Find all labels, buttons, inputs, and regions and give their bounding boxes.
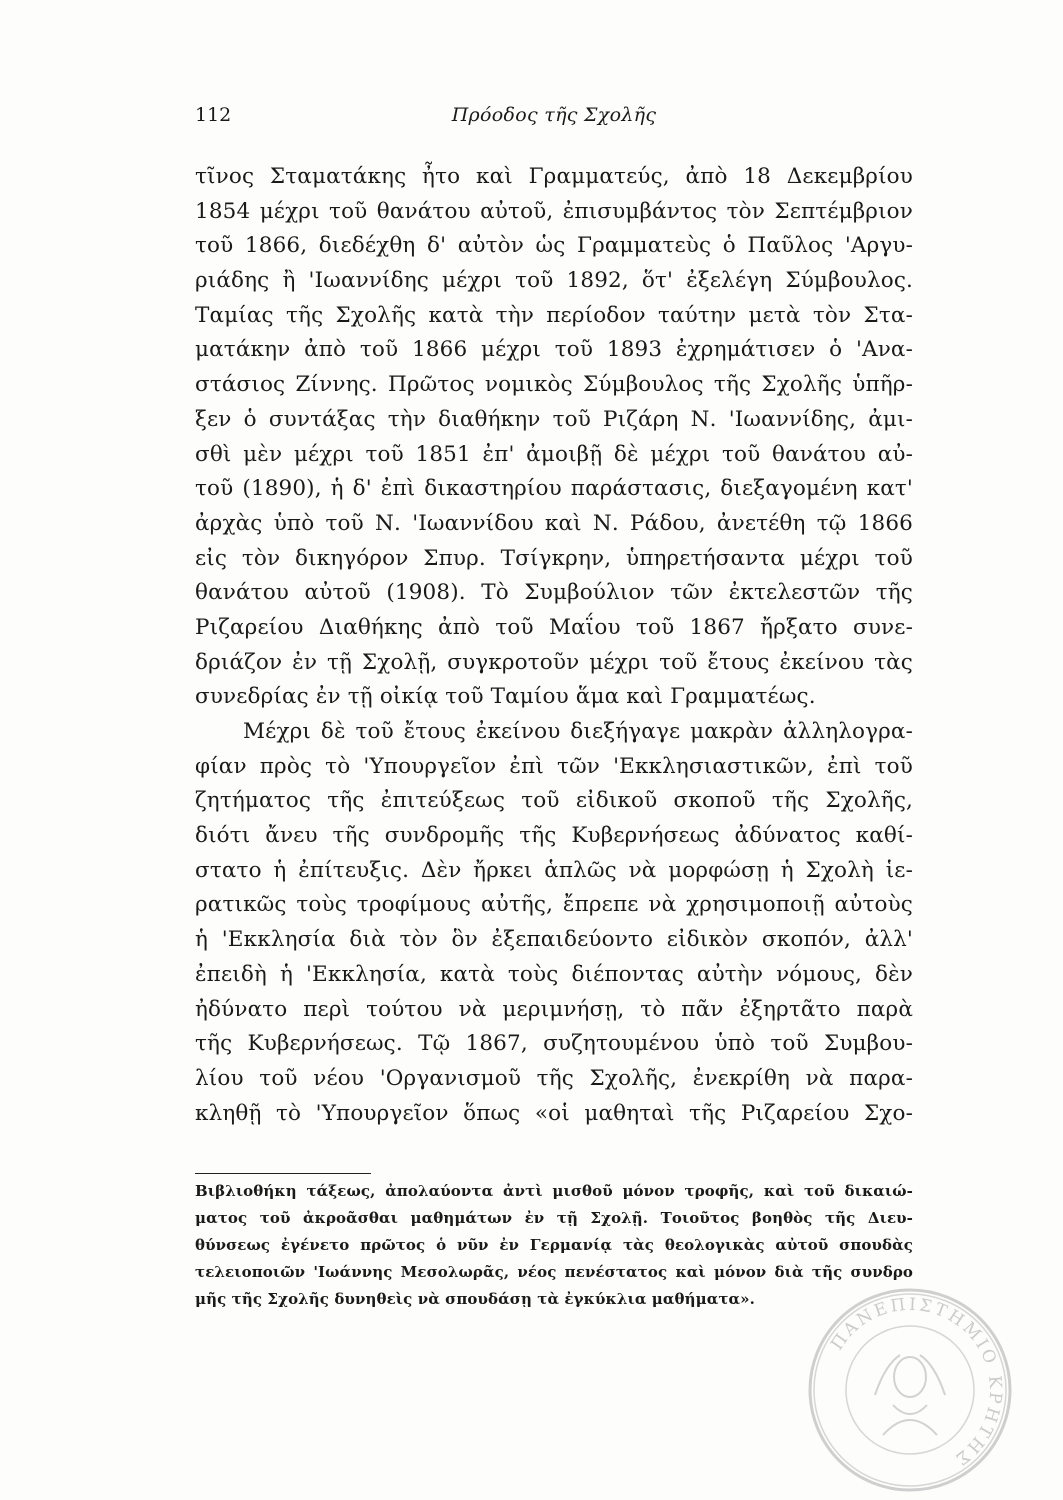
body-line: δριάζον ἐν τῇ Σχολῇ, συγκροτοῦν μέχρι τοῦ ἔτους ἐκείνου τὰς [195,649,913,675]
body-line: 1854 μέχρι τοῦ θανάτου αὐτοῦ, ἐπισυμβάντος τὸν Σεπτέμβριον [195,198,913,224]
body-line: στάσιος Ζίννης. Πρῶτος νομικὸς Σύμβουλος τῆς Σχολῆς ὑπῆρ- [195,372,913,398]
body-line: τῆς Κυβερνήσεως. Τῷ 1867, συζητουμένου ὑπὸ τοῦ Συμβου- [195,1031,913,1057]
body-line: εἰς τὸν δικηγόρον Σπυρ. Τσίγκρην, ὑπηρετήσαντα μέχρι τοῦ [195,545,913,571]
library-stamp-icon [805,1285,1015,1495]
body-line: τοῦ (1890), ἡ δ' ἐπὶ δικαστηρίου παράστασις, διεξαγομένη κατ' [195,476,913,502]
body-line: τῖνος Σταματάκης ἦτο καὶ Γραμματεύς, ἀπὸ 18 Δεκεμβρίου [195,164,913,189]
body-line: ἡ 'Εκκλησία διὰ τὸν ὃν ἐξεπαιδεύοντο εἰδικὸν σκοπόν, ἀλλ' [195,927,913,953]
body-line: ζητήματος τῆς ἐπιτεύξεως τοῦ εἰδικοῦ σκοποῦ τῆς Σχολῆς, [195,788,913,814]
body-line: θανάτου αὐτοῦ (1908). Τὸ Συμβούλιον τῶν ἐκτελεστῶν τῆς [195,580,913,606]
running-head: Πρόοδος τῆς Σχολῆς [451,104,657,126]
stamp-text: ΠΑΝΕΠΙΣΤΗΜΙΟ ΚΡΗΤΗΣ [827,1294,1006,1471]
body-line: Μέχρι δὲ τοῦ ἔτους ἐκείνου διεξήγαγε μακρὰν ἀλληλογρα- [243,719,913,744]
body-line: τοῦ 1866, διεδέχθη δ' αὐτὸν ὡς Γραμματεὺς ὁ Παῦλος 'Αργυ- [195,233,913,259]
page-header [195,104,913,134]
body-line: ξεν ὁ συντάξας τὴν διαθήκην τοῦ Ριζάρη Ν. 'Ιωαννίδης, ἀμι- [195,406,913,432]
body-line: στατο ἡ ἐπίτευξις. Δὲν ἤρκει ἁπλῶς νὰ μορφώσῃ ἡ Σχολὴ ἱε- [195,857,913,883]
body-line: Ριζαρείου Διαθήκης ἀπὸ τοῦ Μαΐου τοῦ 1867 ἤρξατο συνε- [195,614,913,640]
page-number: 112 [195,104,232,126]
body-line: συνεδρίας ἐν τῇ οἰκίᾳ τοῦ Ταμίου ἅμα καὶ Γραμματέως. [195,684,816,710]
footnote-line: μῆς τῆς Σχολῆς δυνηθεὶς νὰ σπουδάσῃ τὰ ἐγκύκλια μαθήματα». [195,1290,755,1308]
body-line: ἀρχὰς ὑπὸ τοῦ Ν. 'Ιωαννίδου καὶ Ν. Ράδου, ἀνετέθη τῷ 1866 [195,510,913,536]
footnote-line: τελειοποιῶν 'Ιωάννης Μεσολωρᾶς, νέος πενέστατος καὶ μόνον διὰ τῆς συνδρο [195,1263,913,1281]
body-line: ματάκην ἀπὸ τοῦ 1866 μέχρι τοῦ 1893 ἐχρημάτισεν ὁ 'Ανα- [195,337,913,363]
body-text [195,160,913,1131]
svg-text:ΠΑΝΕΠΙΣΤΗΜΙΟ ΚΡΗΤΗΣ [827,1295,1005,1471]
footnote-line: Βιβλιοθήκη τάξεως, ἀπολαύοντα ἀντὶ μισθοῦ μόνον τροφῆς, καὶ τοῦ δικαιώ- [195,1182,913,1200]
body-line: ἠδύνατο περὶ τούτου νὰ μεριμνήσῃ, τὸ πᾶν ἐξηρτᾶτο παρὰ [195,996,913,1022]
footnote-line: θύνσεως ἐγένετο πρῶτος ὁ νῦν ἐν Γερμανίᾳ τὰς θεολογικὰς αὐτοῦ σπουδὰς [195,1236,913,1254]
body-line: κληθῇ τὸ 'Υπουργεῖον ὅπως «οἱ μαθηταὶ τῆς Ριζαρείου Σχο- [195,1100,913,1126]
body-line: σθὶ μὲν μέχρι τοῦ 1851 ἐπ' ἀμοιβῇ δὲ μέχρι τοῦ θανάτου αὐ- [195,441,913,467]
body-line: λίου τοῦ νέου 'Οργανισμοῦ τῆς Σχολῆς, ἐνεκρίθη νὰ παρα- [195,1065,913,1091]
body-line: φίαν πρὸς τὸ 'Υπουργεῖον ἐπὶ τῶν 'Εκκλησιαστικῶν, ἐπὶ τοῦ [195,753,913,779]
footnote-line: ματος τοῦ ἀκροᾶσθαι μαθημάτων ἐν τῇ Σχολῇ. Τοιοῦτος βοηθὸς τῆς Διευ- [195,1209,913,1227]
body-line: ἐπειδὴ ἡ 'Εκκλησία, κατὰ τοὺς διέποντας αὐτὴν νόμους, δὲν [195,961,913,987]
body-line: διότι ἄνευ τῆς συνδρομῆς τῆς Κυβερνήσεως ἀδύνατος καθί- [195,823,913,849]
body-line: ρατικῶς τοὺς τροφίμους αὐτῆς, ἔπρεπε νὰ χρησιμοποιῇ αὐτοὺς [195,892,913,918]
body-line: Ταμίας τῆς Σχολῆς κατὰ τὴν περίοδον ταύτην μετὰ τὸν Στα- [195,302,913,328]
body-line: ριάδης ἢ 'Ιωαννίδης μέχρι τοῦ 1892, ὅτ' ἐξελέγη Σύμβουλος. [195,268,913,294]
footnote-rule [195,1173,371,1174]
